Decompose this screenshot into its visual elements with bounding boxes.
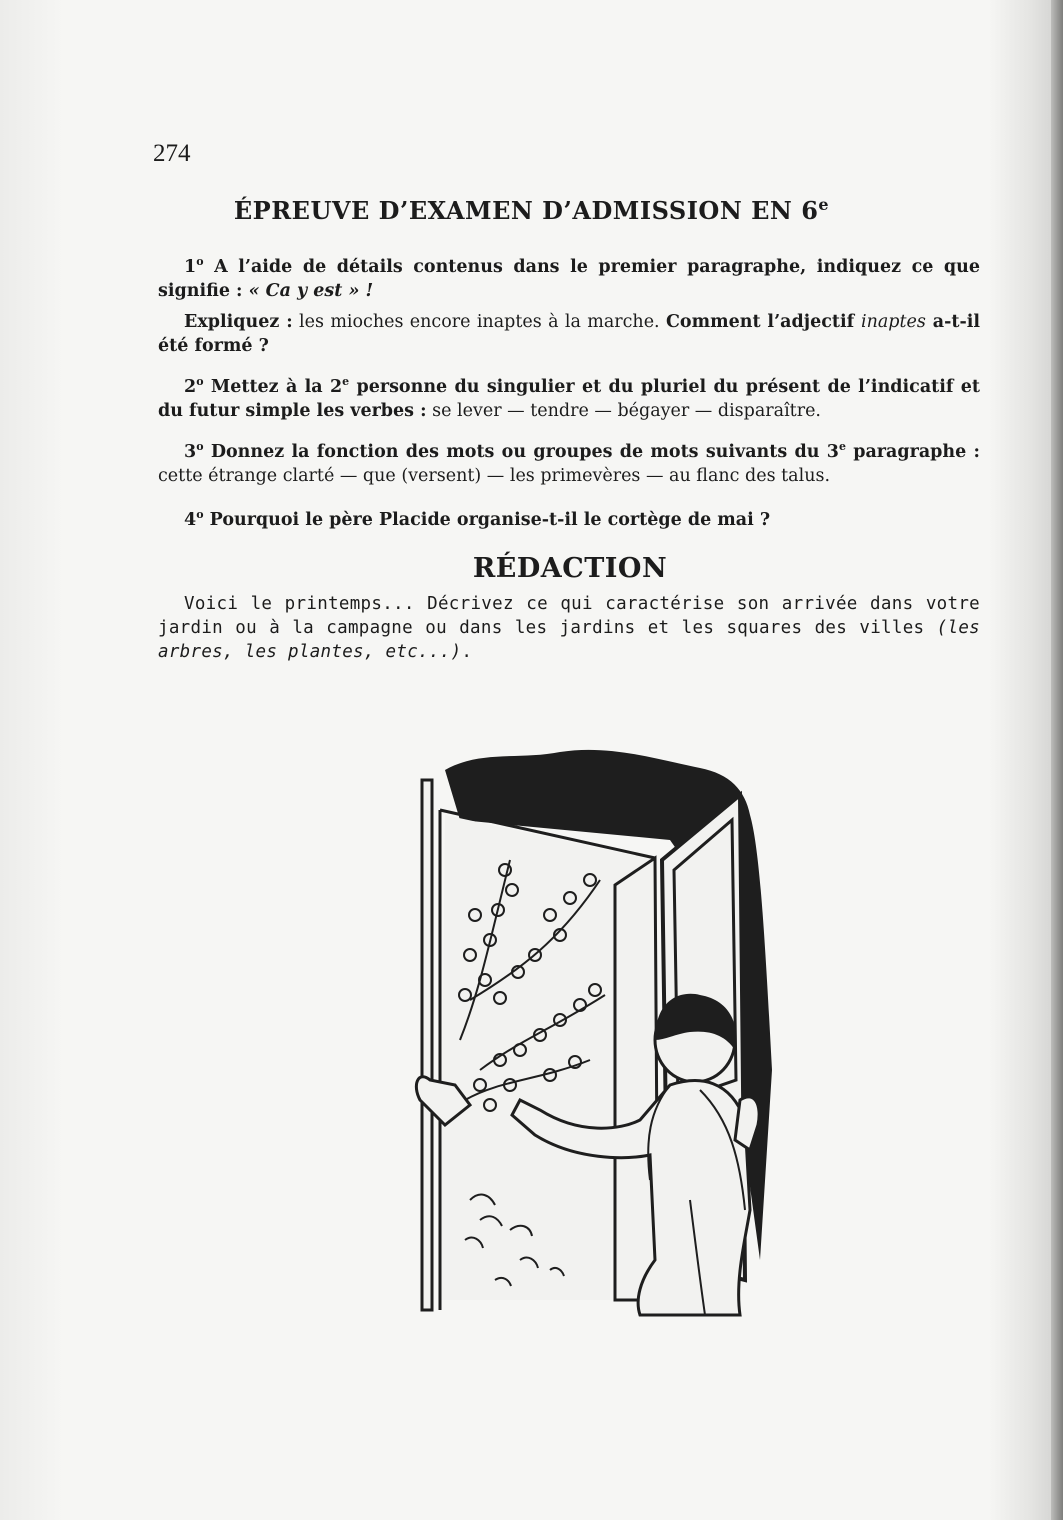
page-title [0, 196, 1063, 225]
verbs-list: se lever — tendre — bégayer — disparaître. [426, 401, 821, 421]
question-text-cont: personne du singulier et du pluriel du présent de l’indicatif et du futur simple les verbes : [158, 377, 980, 421]
explain-question: Comment l’adjectif [665, 312, 861, 332]
redaction-body: Voici le printemps... Décrivez ce qui caractérise son arrivée dans votre jardin ou à la campagne ou dans les jardins et les squares des villes [158, 594, 980, 638]
page-edge [1051, 0, 1063, 1520]
boy-opening-window-illustration [400, 740, 800, 1320]
degree-mark: o [196, 255, 204, 269]
redaction-italic: (les arbres, les plantes, etc...) [158, 618, 980, 662]
degree-mark: o [196, 440, 204, 454]
question-1 [158, 255, 980, 303]
degree-mark: o [196, 508, 204, 522]
question-number: 1 [184, 257, 197, 277]
question-1b [158, 310, 980, 358]
question-number: 4 [184, 510, 197, 530]
superscript: e [838, 440, 846, 454]
redaction-title: RÉDACTION [472, 553, 668, 584]
question-number: 3 [184, 442, 197, 462]
question-text: Pourquoi le père Placide organise-t-il le cortège de mai ? [203, 510, 771, 530]
redaction-end: . [461, 642, 473, 662]
explain-text: les mioches encore inaptes à la marche. [292, 312, 666, 332]
question-2 [158, 375, 980, 423]
question-number: 2 [184, 377, 197, 397]
page-number: 274 [153, 140, 191, 167]
superscript: e [342, 375, 350, 389]
explain-italic: inaptes [861, 312, 926, 332]
question-text-cont: paragraphe : [845, 442, 981, 462]
explain-label: Expliquez : [184, 312, 293, 332]
question-text: Donnez la fonction des mots ou groupes de mots suivants du 3 [203, 442, 839, 462]
question-3 [158, 440, 980, 488]
degree-mark: o [196, 375, 204, 389]
redaction-text [158, 592, 980, 664]
question-text: Mettez à la 2 [203, 377, 343, 397]
question-text: A l’aide de détails contenus dans le premier paragraphe, indiquez ce que signifie : [158, 257, 980, 301]
title-text: ÉPREUVE D’EXAMEN D’ADMISSION EN 6 [233, 196, 819, 225]
question-4 [158, 508, 980, 532]
title-superscript: e [818, 195, 830, 214]
words-list: cette étrange clarté — que (versent) — les primevères — au flanc des talus. [158, 466, 831, 486]
explain-question-end: a-t-il été formé ? [158, 312, 980, 356]
quote-text: « Ca y est » ! [248, 281, 374, 301]
